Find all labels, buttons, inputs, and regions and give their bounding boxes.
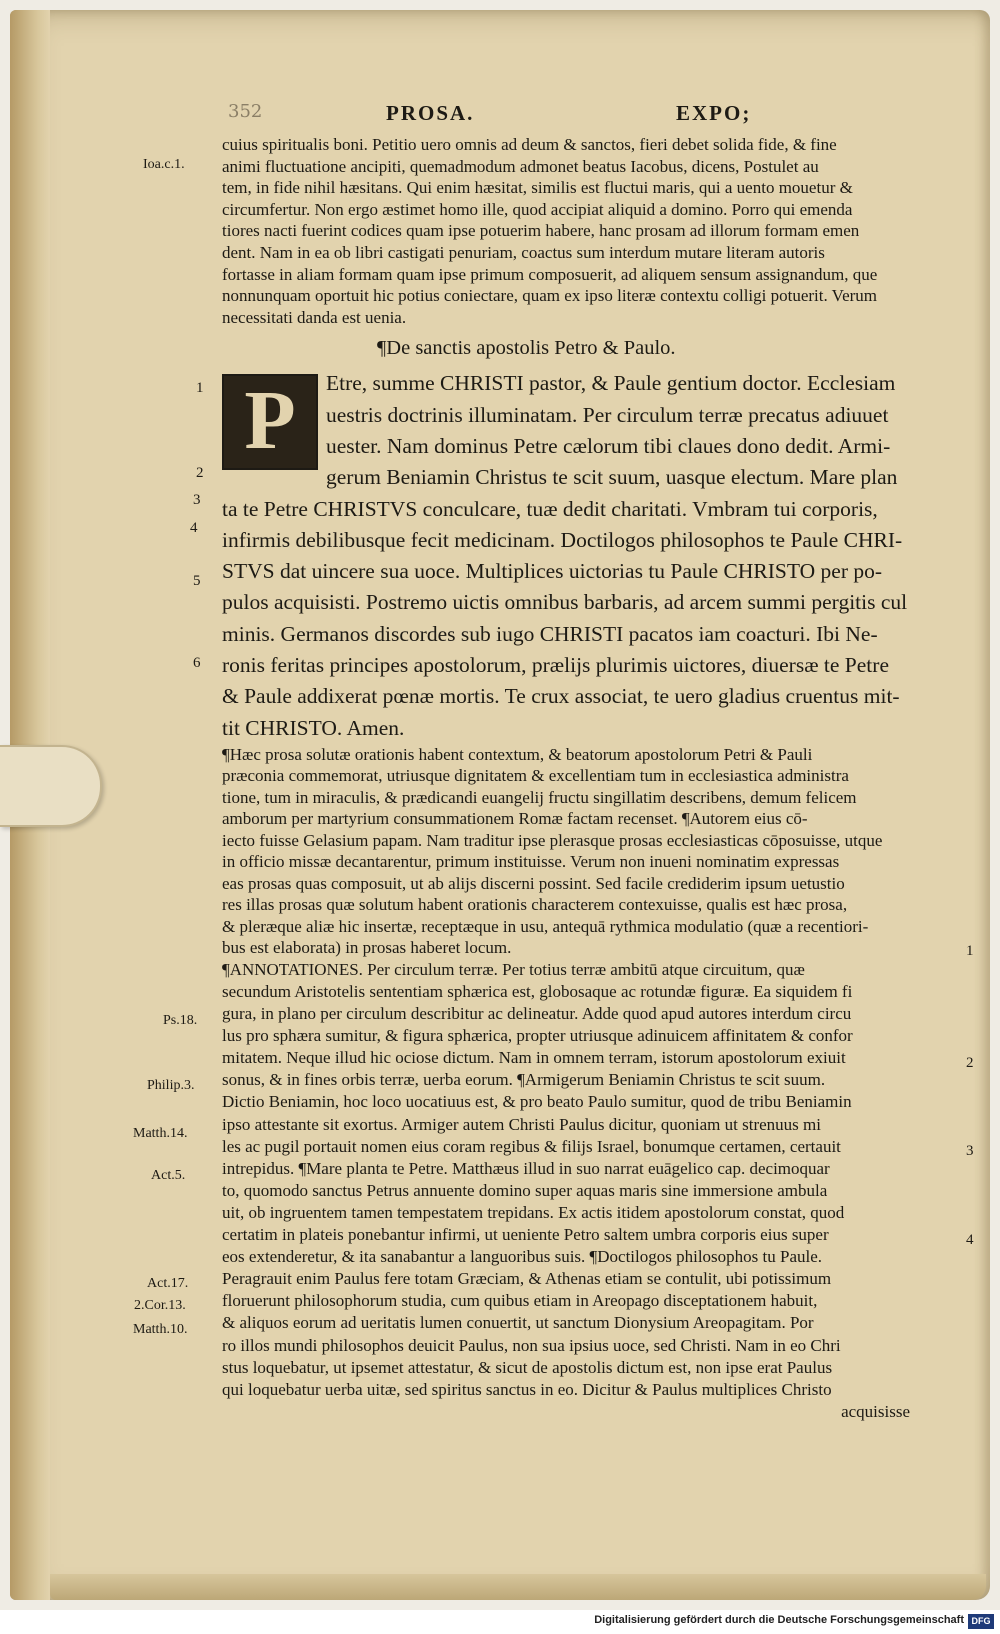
prose-paragraph xyxy=(222,368,950,744)
margin-note-matth14: Matth.14. xyxy=(133,1126,188,1141)
text-line: res illas prosas quæ solutum habent orationis characterem contexuisse, qualis est hæc prosa, xyxy=(222,895,848,915)
annotations-paragraph xyxy=(222,959,950,1423)
section-title: ¶De sanctis apostolis Petro & Paulo. xyxy=(377,337,676,360)
prose-line: ta te Petre CHRISTVS conculcare, tuæ dedit charitati. Vmbram tui corporis, xyxy=(222,496,878,521)
margin-note-act17: Act.17. xyxy=(147,1276,189,1291)
text-line: sonus, & in fines orbis terræ, uerba eorum. ¶Armigerum Beniamin Christus te scit suum. xyxy=(222,1070,826,1090)
prose-line: STVS dat uincere sua uoce. Multiplices uictorias tu Paule CHRISTO per po- xyxy=(222,559,883,584)
prose-line: pulos acquisisti. Postremo uictis omnibus barbaris, ad arcem summi pergitis cul xyxy=(222,590,908,615)
text-line: ro illos mundi philosophos deuicit Paulus, non sua ipsius uoce, sed Christi. Nam in eo Chri xyxy=(222,1335,841,1355)
margin-note-act5: Act.5. xyxy=(151,1168,186,1183)
main-text-block xyxy=(222,134,950,1423)
text-line: lus pro sphæra sumitur, & figura sphærica, propter utriusque adinuicem affinitatem & confor xyxy=(222,1026,853,1046)
text-line: eas prosas quas composuit, ut ab alijs discerni possint. Sed facile crediderim ipsum uetustio xyxy=(222,873,845,893)
text-line: uit, ob ingruentem tamen tempestatem trepidans. Ex actis itidem apostolorum constat, quod xyxy=(222,1202,845,1222)
prose-line: minis. Germanos discordes sub iugo CHRISTI pacatos iam coacturi. Ibi Ne- xyxy=(222,621,878,646)
verse-number: 4 xyxy=(190,520,198,536)
text-line: cuius spiritualis boni. Petitio uero omnis ad deum & sanctos, fieri debet solida fide, & fine xyxy=(222,135,837,154)
text-line: iecto fuisse Gelasium papam. Nam traditur ipse plerasque prosas ecclesiasticas cōposuisse, utque xyxy=(222,830,883,850)
verse-number: 6 xyxy=(193,655,201,671)
verse-number: 3 xyxy=(193,492,201,508)
margin-note-matth10: Matth.10. xyxy=(133,1322,188,1337)
margin-note-philip: Philip.3. xyxy=(147,1078,195,1093)
dfg-logo-icon: DFG xyxy=(968,1614,994,1629)
intro-paragraph xyxy=(222,134,950,328)
prose-line: uester. Nam dominus Petre cælorum tibi claues dono dedit. Armi- xyxy=(326,433,891,458)
text-line: tione, tum in miraculis, & prædicandi euangelij fructu singillatim describens, demum felicem xyxy=(222,787,857,807)
text-line: fortasse in aliam formam quam ipse primum composuerit, ad aliquem sensum assignandum, que xyxy=(222,264,878,284)
text-line: Dictio Beniamin, hoc loco uocatiuus est, & pro beato Paulo sumitur, quod de tribu Beniamin xyxy=(222,1092,852,1112)
prose-line: gerum Beniamin Christus te scit suum, uasque electum. Mare plan xyxy=(326,465,898,490)
text-line: in officio missæ decantarentur, primum instituisse. Verum non inueni nominatim expressas xyxy=(222,852,840,872)
page-edge xyxy=(50,1574,986,1600)
text-line: qui loquebatur uerba uitæ, sed spiritus sanctus in eo. Dicitur & Paulus multiplices Christo xyxy=(222,1379,832,1399)
verse-number: 5 xyxy=(193,573,201,589)
text-line: & aliquos eorum ad ueritatis lumen conuertit, ut sanctum Dionysium Areopagitam. Por xyxy=(222,1313,814,1333)
prose-line: ronis feritas principes apostolorum, prælijs plurimis uictores, diuersæ te Petre xyxy=(222,653,889,678)
page-number: 352 xyxy=(228,101,263,122)
prose-line: Etre, summe CHRISTI pastor, & Paule gentium doctor. Ecclesiam xyxy=(326,371,896,396)
running-head-left: PROSA. xyxy=(386,101,475,125)
prose-line: infirmis debilibusque fecit medicinam. Doctilogos philosophos te Paule CHRI- xyxy=(222,527,903,552)
text-line: nonnunquam oportuit hic potius coniectare, quam ex ipso literæ contextu colligi potuerit. Verum xyxy=(222,286,877,306)
margin-note-ps: Ps.18. xyxy=(163,1013,198,1028)
text-line: animi fluctuatione ancipiti, quemadmodum admonet beatus Iacobus, dicens, Postulet au xyxy=(222,156,819,176)
text-line: ¶ANNOTATIONES. Per circulum terræ. Per totius terræ ambitū atque circuitum, quæ xyxy=(222,959,805,979)
verse-number-right: 2 xyxy=(966,1055,974,1071)
page-clip xyxy=(0,745,102,827)
footer-bar xyxy=(0,1610,1000,1634)
text-line: les ac pugil portauit nomen eius coram regibus & filijs Israel, bonumque certamen, certauit xyxy=(222,1136,841,1156)
text-line: Peragrauit enim Paulus fere totam Græciam, & Athenas etiam se contulit, ubi potissimum xyxy=(222,1269,832,1289)
text-line: gura, in plano per circulum describitur ac delineatur. Adde quod apud autores interdum circu xyxy=(222,1004,852,1024)
text-line: præconia commemorat, utriusque dignitatem & excellentiam tum in ecclesiastica administra xyxy=(222,766,849,786)
text-line: mitatem. Neque illud hic ociose dictum. Nam in omnem terram, istorum apostolorum exiuit xyxy=(222,1048,846,1068)
prose-line: tit CHRISTO. Amen. xyxy=(222,715,405,740)
text-line: amborum per martyrium consummationem Romæ factam recenset. ¶Autorem eius cō- xyxy=(222,809,808,829)
prose-line: & Paule addixerat pœnæ mortis. Te crux associat, te uero gladius cruentus mit- xyxy=(222,684,900,709)
running-head-right: EXPO; xyxy=(676,101,752,125)
verse-number: 1 xyxy=(196,380,204,396)
text-line: necessitati danda est uenia. xyxy=(222,307,407,327)
text-line: ipso attestante sit exortus. Armiger autem Christi Paulus dicitur, quoniam ut strenuus mi xyxy=(222,1114,821,1134)
text-line: & pleræque aliæ hic insertæ, receptæque in usu, antequā rythmica modulatio (quæ a recentiori- xyxy=(222,916,869,936)
text-line: to, quomodo sanctus Petrus annuente domino super aquas maris sine immersione ambula xyxy=(222,1180,828,1200)
text-line: ¶Hæc prosa solutæ orationis habent contextum, & beatorum apostolorum Petri & Pauli xyxy=(222,744,813,764)
commentary-paragraph xyxy=(222,744,950,959)
text-line: bus est elaborata) in prosas haberet locum. xyxy=(222,938,512,958)
text-line: floruerunt philosophorum studia, cum quibus etiam in Areopago disceptationem habuit, xyxy=(222,1291,818,1311)
verse-number: 2 xyxy=(196,465,204,481)
margin-note-ioan: Ioa.c.1. xyxy=(143,157,185,172)
text-line: secundum Aristotelis sententiam sphærica est, globosaque ac rotundæ figuræ. Ea siquidem fi xyxy=(222,982,853,1001)
margin-note-cor: 2.Cor.13. xyxy=(134,1298,186,1313)
verse-number-right: 3 xyxy=(966,1143,974,1159)
verse-number-right: 1 xyxy=(966,943,974,959)
text-line: circumfertur. Non ergo æstimet homo ille, quod accipiat aliquid a domino. Porro qui emenda xyxy=(222,199,853,219)
decorated-initial: P xyxy=(222,374,318,470)
text-line: eos extenderetur, & ita sanabantur a languoribus suis. ¶Doctilogos philosophos tu Paule. xyxy=(222,1247,823,1267)
text-line: dent. Nam in ea ob libri castigati penuriam, coactus sum interdum mutare literam autoris xyxy=(222,242,825,262)
funding-credit: Digitalisierung gefördert durch die Deutsche Forschungsgemeinschaft xyxy=(594,1614,964,1626)
text-line: stus loquebatur, ut ipsemet attestatur, & sicut de apostolis dictum est, non ipse erat Paulus xyxy=(222,1357,833,1377)
text-line: certatim in plateis ponebantur infirmi, ut ueniente Petro saltem umbra corporis eius super xyxy=(222,1225,829,1245)
text-line: intrepidus. ¶Mare planta te Petre. Matthæus illud in suo narrat euāgelico cap. decimoquar xyxy=(222,1158,830,1178)
verse-number-right: 4 xyxy=(966,1232,974,1248)
prose-line: uestris doctrinis illuminatam. Per circulum terræ precatus adiuuet xyxy=(326,402,889,427)
catchword: acquisisse xyxy=(841,1401,910,1421)
text-line: tiores nacti fuerint codices quam ipse potuerim habere, hanc prosam ad illorum formam emen xyxy=(222,221,860,241)
text-line: tem, in fide nihil hæsitans. Qui enim hæsitat, similis est fluctui maris, qui a uento mouetur & xyxy=(222,178,853,198)
